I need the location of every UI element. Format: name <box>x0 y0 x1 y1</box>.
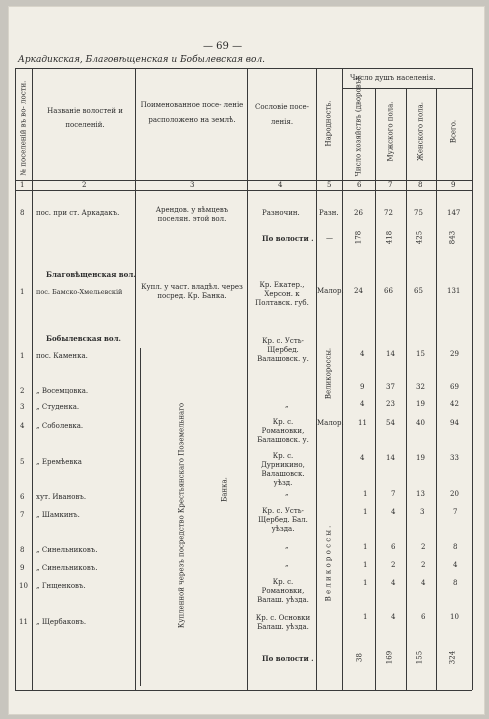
volost-total-label: По волости . <box>262 654 314 663</box>
header-volost-name: Названіе волостей и поселеній. <box>47 107 123 129</box>
row-number: 11 <box>19 618 28 626</box>
female-value: 19 <box>416 454 425 462</box>
volost-total-label: По волости . <box>262 234 314 243</box>
row-number: 4 <box>20 422 25 430</box>
households-value: 1 <box>363 490 368 498</box>
female-value: 65 <box>414 287 423 295</box>
estate-value: Кр. с. Дурникино, Валашовск. уѣзд. <box>261 452 305 487</box>
col-num-3: 3 <box>190 181 195 189</box>
nationality-vertical-2: В е л и к о р о с с ы . <box>324 525 333 602</box>
estate-value: „ <box>285 489 289 497</box>
male-value: 66 <box>384 287 393 295</box>
total-value: 10 <box>450 613 459 621</box>
estate-value: Кр. Екатер., Херсон. к Полтавск. губ. <box>255 281 309 307</box>
col-num-7: 7 <box>388 181 393 189</box>
estate-value: „ <box>285 560 289 568</box>
male-value: 4 <box>391 579 396 587</box>
nationality-vertical: Великороссы. <box>324 347 333 400</box>
land-type: Арендов. у вѣмцевъ поселян. этой вол. <box>155 206 229 223</box>
male-value: 6 <box>391 543 396 551</box>
col-num-1: 1 <box>20 181 25 189</box>
settlement-name: „ Синельниковъ. <box>36 564 98 572</box>
settlement-name: пос. при ст. Аркадакъ. <box>36 209 120 217</box>
male-value: 72 <box>384 209 393 217</box>
estate-value: Кр. с. Усть-Щербед. Валашовск. у. <box>257 337 309 363</box>
nationality-value: Малор. <box>317 287 344 295</box>
total-value: 8 <box>453 579 458 587</box>
female-value: 13 <box>416 490 425 498</box>
male-value: 4 <box>391 613 396 621</box>
settlement-name: „ Синельниковъ. <box>36 546 98 554</box>
female-value: 15 <box>416 350 425 358</box>
estate-value: Кр. с. Романовки, Валаш. уѣзда. <box>257 578 309 604</box>
estate-value: Кр. с. Усть-Щербед. Бал. уѣзда. <box>258 507 308 533</box>
male-value: 7 <box>391 490 396 498</box>
total-value: 131 <box>447 287 461 295</box>
row-number: 1 <box>20 288 25 296</box>
total-value: 20 <box>450 490 459 498</box>
section-heading: Бобылевская вол. <box>46 334 121 343</box>
female-value: 75 <box>414 209 423 217</box>
col-num-8: 8 <box>418 181 423 189</box>
row-number: 2 <box>20 387 25 395</box>
header-total: Всего. <box>449 119 458 144</box>
female-value: 32 <box>416 383 425 391</box>
section-heading: Благовѣщенская вол. <box>46 270 136 279</box>
total-all: 843 <box>448 230 457 245</box>
land-type: Купл. у част. владѣл. через посред. Кр. Банка. <box>141 283 243 300</box>
page-number: — 69 — <box>203 41 243 52</box>
header-male: Мужского пола. <box>386 101 395 162</box>
households-value: 9 <box>360 383 365 391</box>
col-num-9: 9 <box>451 181 456 189</box>
male-value: 4 <box>391 508 396 516</box>
nationality-value: Малор. <box>317 419 344 427</box>
settlement-name: „ Шамкинъ. <box>36 511 80 519</box>
row-number: 1 <box>20 352 25 360</box>
male-value: 23 <box>386 400 395 408</box>
col-num-5: 5 <box>327 181 332 189</box>
female-value: 4 <box>421 579 426 587</box>
households-value: 24 <box>354 287 363 295</box>
estate-value: Разночин. <box>262 209 300 217</box>
settlement-name: хут. Ивановъ. <box>36 493 87 501</box>
total-value: 33 <box>450 454 459 462</box>
settlement-name: „ Еремѣевка <box>36 458 82 466</box>
estate-value: „ <box>285 542 289 550</box>
nationality-value: Разн. <box>319 209 339 217</box>
settlement-name: „ Щербаковъ. <box>36 618 87 626</box>
row-number: 5 <box>20 458 25 466</box>
households-value: 1 <box>363 508 368 516</box>
row-number: 6 <box>20 493 25 501</box>
total-female: 425 <box>415 230 424 245</box>
table-title: Аркадикская, Благовѣщенская и Бобылевская вол. <box>18 55 266 65</box>
estate-value: Кр. с. Романовки, Балашовск. у. <box>257 418 309 444</box>
households-value: 1 <box>363 543 368 551</box>
total-value: 4 <box>453 561 458 569</box>
households-value: 1 <box>363 613 368 621</box>
total-value: 8 <box>453 543 458 551</box>
row-number: 7 <box>20 511 25 519</box>
male-value: 37 <box>386 383 395 391</box>
settlement-name: „ Гнщенковъ. <box>36 582 86 590</box>
households-value: 4 <box>360 454 365 462</box>
header-estate: Сословіе посе- ленія. <box>254 103 309 126</box>
male-value: 14 <box>386 350 395 358</box>
settlement-name: пос. Бамско-Хмельевскій <box>36 288 123 296</box>
row-number: 8 <box>20 546 25 554</box>
settlement-name: „ Соболевка. <box>36 422 84 430</box>
total-value: 29 <box>450 350 459 358</box>
households-value: 4 <box>360 350 365 358</box>
header-row-number: № поселеній въ во- лости. <box>19 80 28 176</box>
land-type-vertical: Купленной черезъ посредство Крестьянскаго Поземельнаго <box>177 402 186 629</box>
header-households: Число хозяйствъ (дворовъ). <box>354 74 363 177</box>
households-value: 1 <box>363 561 368 569</box>
settlement-name: пос. Каменка. <box>36 352 88 360</box>
households-value: 11 <box>358 419 367 427</box>
female-value: 2 <box>421 543 426 551</box>
male-value: 2 <box>391 561 396 569</box>
female-value: 6 <box>421 613 426 621</box>
header-settlement-land: Поименованное посе- леніе расположено на землѣ. <box>140 101 244 124</box>
estate-value: „ <box>285 401 289 409</box>
total-value: 7 <box>453 508 458 516</box>
female-value: 19 <box>416 400 425 408</box>
total-all: 324 <box>448 650 457 665</box>
total-value: 42 <box>450 400 459 408</box>
households-value: 26 <box>354 209 363 217</box>
nationality-dash: — <box>326 234 333 242</box>
header-population: Число душъ населенія. <box>350 74 436 82</box>
col-num-6: 6 <box>357 181 362 189</box>
row-number: 3 <box>20 403 25 411</box>
row-number: 8 <box>20 209 25 217</box>
total-value: 94 <box>450 419 459 427</box>
male-value: 54 <box>386 419 395 427</box>
land-type-vertical-2: Банка. <box>220 477 229 502</box>
households-value: 1 <box>363 579 368 587</box>
settlement-name: „ Восемцовка. <box>36 387 89 395</box>
total-male: 169 <box>385 650 394 665</box>
total-male: 418 <box>385 230 394 245</box>
total-value: 147 <box>447 209 461 217</box>
header-nationality: Народность. <box>324 100 333 147</box>
male-value: 14 <box>386 454 395 462</box>
estate-value: Кр. с. Основки Балаш. уѣзда. <box>255 614 311 631</box>
settlement-name: „ Студенка. <box>36 403 80 411</box>
households-value: 4 <box>360 400 365 408</box>
header-female: Женского пола. <box>416 102 425 162</box>
total-value: 69 <box>450 383 459 391</box>
total-households: 178 <box>354 230 363 245</box>
total-households: 38 <box>355 653 364 662</box>
row-number: 9 <box>20 564 25 572</box>
row-number: 10 <box>19 582 28 590</box>
col-num-4: 4 <box>278 181 283 189</box>
female-value: 2 <box>421 561 426 569</box>
female-value: 40 <box>416 419 425 427</box>
female-value: 3 <box>420 508 425 516</box>
col-num-2: 2 <box>82 181 87 189</box>
total-female: 155 <box>415 650 424 665</box>
